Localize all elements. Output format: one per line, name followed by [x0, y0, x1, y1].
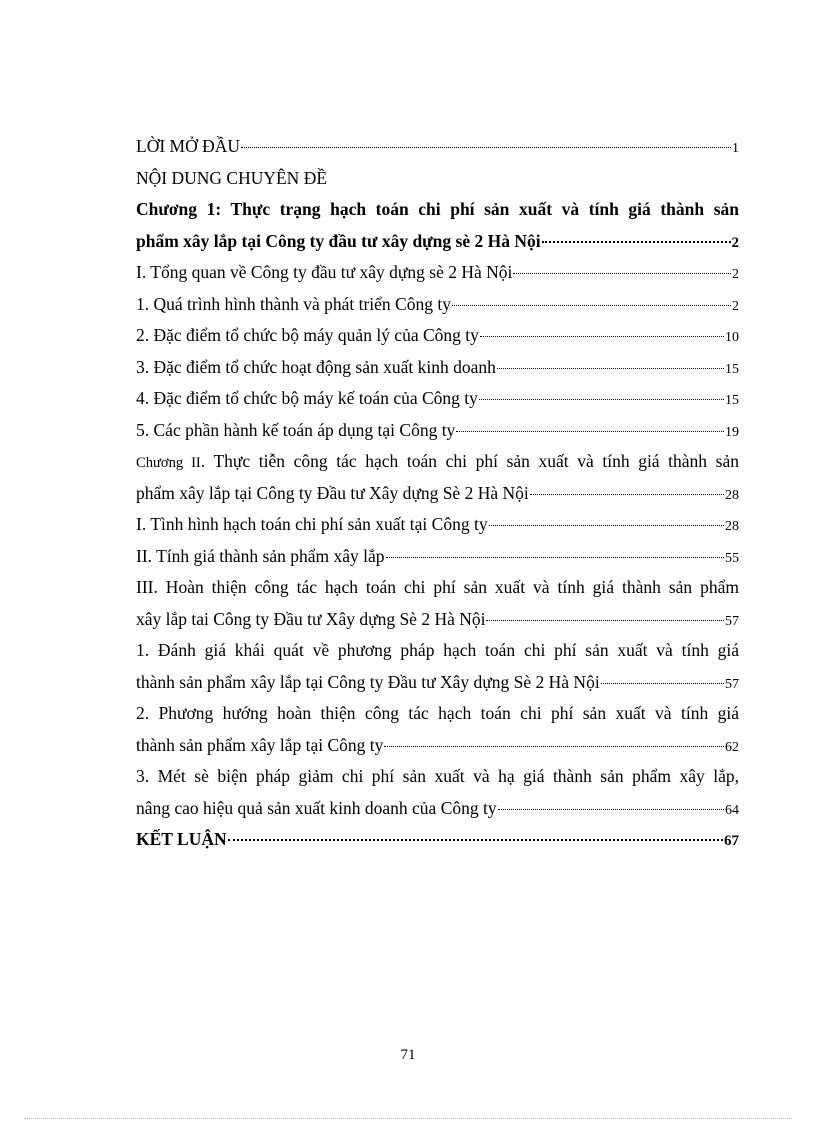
toc-chapter-2-line-2: [136, 478, 739, 510]
toc-entry-conclusion: [136, 824, 739, 856]
toc-chapter-1-line-2: [136, 226, 739, 258]
toc-entry-label: phẩm xây lắp tại Công ty đầu tư xây dựng sè 2 Hà Nội: [136, 230, 541, 251]
toc-entry-label: 2. Phương hướng hoàn thiện công tác hạch toán chi phí sản xuất và tính giá: [136, 703, 739, 723]
toc-page-number: 28: [725, 519, 739, 534]
toc-entry-label: Chương 1: Thực trạng hạch toán chi phí sản xuất và tính giá thành sản: [136, 199, 739, 219]
dot-leader: [513, 273, 731, 274]
dot-leader: [386, 557, 724, 558]
dot-leader: [384, 746, 724, 747]
toc-entry-line-2: [136, 730, 739, 762]
toc-entry-label: thành sản phẩm xây lắp tại Công ty: [136, 734, 384, 755]
page-bottom-divider: [24, 1118, 792, 1119]
page-number: 71: [400, 1047, 416, 1063]
toc-entry-label: 3. Mét sè biện pháp giảm chi phí sản xuất và hạ giá thành sản phẩm xây lắp,: [136, 766, 739, 786]
dot-leader: [530, 494, 724, 495]
toc-entry-label: I. Tổng quan về Công ty đầu tư xây dựng sè 2 Hà Nội: [136, 262, 513, 282]
toc-entry-label: 4. Đặc điểm tổ chức bộ máy kế toán của Công ty: [136, 388, 478, 408]
toc-entry-line-2: [136, 667, 739, 699]
dot-leader: [228, 839, 723, 841]
toc-page-number: 57: [725, 613, 739, 629]
toc-entry-line-1: [136, 572, 739, 604]
toc-page-number: 2: [732, 298, 739, 314]
toc-entry-label: thành sản phẩm xây lắp tại Công ty Đầu tư Xây dựng Sè 2 Hà Nội: [136, 671, 600, 692]
toc-entry: [136, 320, 739, 352]
toc-page-number: 55: [725, 550, 739, 566]
toc-entry: [136, 383, 739, 415]
dot-leader: [489, 525, 724, 526]
toc-page-number: 64: [725, 802, 739, 818]
toc-entry-label: phẩm xây lắp tại Công ty Đầu tư Xây dựng Sè 2 Hà Nội: [136, 482, 529, 503]
toc-page-number: 2: [732, 267, 739, 282]
toc-entry-label: [136, 446, 739, 480]
toc-entry-label: 1. Quá trình hình thành và phát triển Công ty: [136, 293, 451, 314]
toc-page-number: 10: [725, 330, 739, 345]
toc-page-number: 19: [725, 424, 739, 440]
dot-leader: [486, 620, 724, 621]
toc-entry: [136, 257, 739, 289]
toc-entry-line-1: [136, 761, 739, 793]
toc-entry-label: KẾT LUẬN: [136, 829, 227, 849]
toc-entry-label: nâng cao hiệu quả sản xuất kinh doanh của Công ty: [136, 797, 497, 818]
toc-entry-intro: [136, 131, 739, 163]
toc-chapter-2-line-1: [136, 446, 739, 478]
dot-leader: [498, 809, 724, 810]
toc-entry-label: 5. Các phần hành kế toán áp dụng tại Công ty: [136, 419, 456, 440]
chapter-prefix: Chương II: [136, 455, 201, 471]
toc-entry: [136, 541, 739, 573]
toc-entry-line-2: [136, 793, 739, 825]
dot-leader: [601, 683, 724, 684]
dot-leader: [480, 336, 724, 337]
dot-leader: [452, 305, 731, 306]
toc-entry-label: LỜI MỞ ĐẦU: [136, 136, 241, 156]
toc-entry-label: 3. Đặc điểm tổ chức hoạt động sản xuất kinh doanh: [136, 356, 496, 377]
content-heading: NỘI DUNG CHUYÊN ĐỀ: [136, 167, 328, 188]
toc-entry: [136, 509, 739, 541]
toc-page-number: 1: [732, 141, 739, 156]
toc-entry: [136, 352, 739, 384]
toc-entry-label: xây lắp tai Công ty Đầu tư Xây dựng Sè 2 Hà Nội: [136, 608, 486, 629]
toc-entry: [136, 415, 739, 447]
chapter-title: . Thực tiễn công tác hạch toán chi phí sản xuất và tính giá thành sản: [200, 451, 739, 471]
toc-page-number: 15: [725, 393, 739, 408]
toc-entry-line-1: [136, 698, 739, 730]
dot-leader: [479, 399, 724, 400]
toc-entry-line-1: [136, 635, 739, 667]
toc-page-number: 57: [725, 676, 739, 692]
toc-entry-label: II. Tính giá thành sản phẩm xây lắp: [136, 545, 385, 566]
dot-leader: [497, 368, 724, 369]
toc-page-number: 67: [724, 833, 739, 849]
toc-section-heading: [136, 163, 739, 195]
toc-page-number: 28: [725, 487, 739, 503]
toc-entry-label: 1. Đánh giá khái quát về phương pháp hạch toán chi phí sản xuất và tính giá: [136, 640, 739, 660]
dot-leader: [542, 241, 731, 243]
toc-entry-label: III. Hoàn thiện công tác hạch toán chi phí sản xuất và tính giá thành sản phẩm: [136, 577, 739, 597]
toc-page-number: 2: [731, 234, 739, 251]
toc-entry: [136, 289, 739, 321]
toc-chapter-1-line-1: [136, 194, 739, 226]
dot-leader: [241, 147, 731, 148]
toc-page-number: 15: [725, 361, 739, 377]
toc-entry-line-2: [136, 604, 739, 636]
toc-page-number: 62: [725, 739, 739, 755]
toc-entry-label: I. Tình hình hạch toán chi phí sản xuất tại Công ty: [136, 514, 488, 534]
table-of-contents: [136, 131, 739, 856]
toc-entry-label: 2. Đặc điểm tổ chức bộ máy quản lý của Công ty: [136, 325, 479, 345]
dot-leader: [456, 431, 724, 432]
